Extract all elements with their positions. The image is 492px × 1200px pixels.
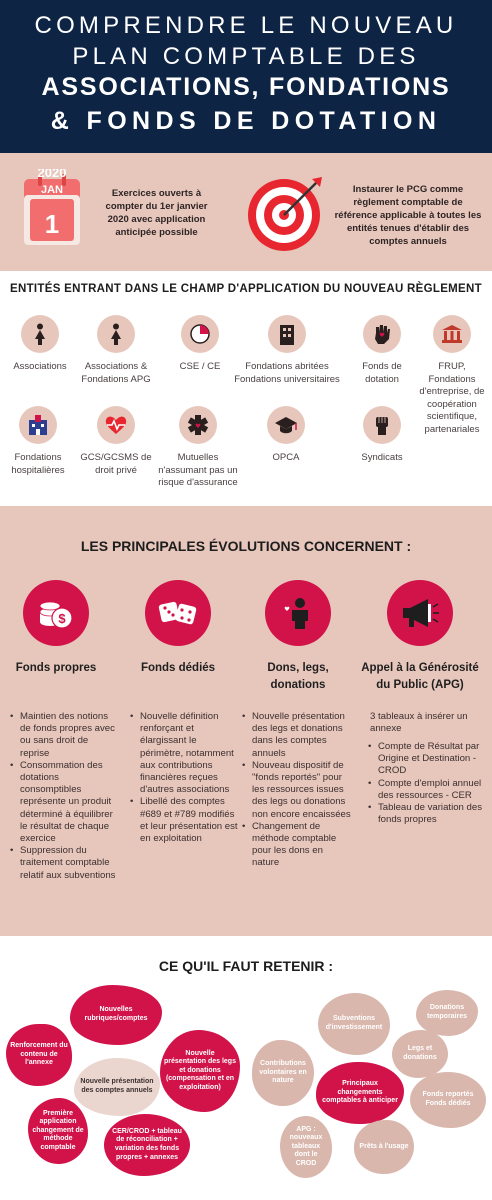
pie-chart-icon (181, 315, 219, 353)
list-item: • Maintien des notions de fonds propres avec ou sans droit de reprise (8, 711, 116, 760)
coins-icon (23, 580, 89, 646)
bubble-comptes-annuels: Nouvelle présentation des comptes annuels (74, 1058, 160, 1116)
column-title-fonds-dedies: Fonds dédiés (140, 662, 216, 674)
entity-associations-apg (76, 315, 156, 386)
heartbeat-icon (97, 406, 135, 444)
target-icon (246, 173, 326, 253)
bubble-cer-crod: CER/CROD + tableau de réconciliation + variation des fonds propres + annexes (104, 1114, 190, 1176)
donor-icon (265, 580, 331, 646)
title-line-1: COMPRENDRE LE NOUVEAU (34, 12, 458, 39)
entity-mutuelles (154, 406, 242, 490)
column-title-fonds-propres: Fonds propres (15, 662, 97, 674)
title-line-4: & FONDS DE DOTATION (50, 107, 442, 135)
bubble-fonds-reportes: Fonds reportés Fonds dédiés (410, 1072, 486, 1128)
bubble-legs-donations: Nouvelle présentation des legs et donations (compensation et en exploitation) (160, 1030, 240, 1112)
heart-hand-icon (363, 315, 401, 353)
bubble-donations-temporaires: Donations temporaires (416, 990, 478, 1036)
list-item: • Nouveau dispositif de "fonds reportés" pour les ressources issues des legs ou donations non encore encaissées (240, 760, 352, 821)
list-item: • Nouvelle définition renforçant et élargissant le périmètre, notamment aux contributions financières reçues d'autres associations (128, 711, 240, 796)
entity-label: Associations (13, 361, 67, 372)
title-line-3: ASSOCIATIONS, FONDATIONS (41, 73, 451, 101)
calendar-year: 2020 (37, 169, 67, 180)
entity-label: Fondations hospitalières (11, 452, 65, 476)
apg-list (366, 741, 484, 826)
list-item: • Libellé des comptes #689 et #789 modifiés et leur présentation est en exploitation (128, 796, 240, 845)
bubble-premiere-application: Première application changement de méthode comptable (28, 1098, 88, 1164)
entity-cse (164, 315, 236, 374)
entities-title: ENTITÉS ENTRANT DANS LE CHAMP D'APPLICATION DU NOUVEAU RÈGLEMENT (10, 283, 482, 295)
bubble-legs-donations-right: Legs et donations (392, 1030, 448, 1078)
hospital-icon (19, 406, 57, 444)
bubble-principaux-changements: Principaux changements comptables à anticiper (316, 1062, 404, 1124)
woman-icon (21, 315, 59, 353)
entity-label: Associations & Fondations APG (81, 361, 151, 385)
list-item: • Consommation des dotations consomptibles représente un produit déterminé à équilibrer le résultat de chaque exercice (8, 760, 116, 845)
list-item: • Nouvelle présentation des legs et donations dans les comptes annuels (240, 711, 352, 760)
megaphone-icon (387, 580, 453, 646)
entity-opca (250, 406, 322, 465)
list-item: • Compte d'emploi annuel des ressources - CER (366, 778, 484, 802)
bubble-nouvelles-rubriques: Nouvelles rubriques/comptes (70, 985, 162, 1045)
fonds-propres-list (8, 711, 116, 882)
bubble-contributions-volontaires: Contributions volontaires en nature (252, 1040, 314, 1106)
entity-gcs (78, 406, 154, 477)
bubble-apg-tableaux: APG : nouveaux tableaux dont le CROD (280, 1116, 332, 1178)
fonds-dedies-list (128, 711, 240, 845)
list-item: • Compte de Résultat par Origine et Destination - CROD (366, 741, 484, 778)
entity-label: Fonds de dotation (362, 361, 402, 385)
entity-syndicats (346, 406, 418, 465)
entity-fonds-dotation (350, 315, 414, 386)
dice-icon (145, 580, 211, 646)
pcg-goal-text: Instaurer le PCG comme règlement comptable de référence applicable à toutes les entités tenues d'établir des comptes annuels (334, 184, 482, 247)
entity-label: CSE / CE (179, 361, 221, 372)
column-title-dons-legs: Dons, legs, donations (267, 662, 329, 691)
column-title-apg: Appel à la Générosité du Public (APG) (361, 662, 479, 691)
entity-label: FRUP, Fondations d'entreprise, de coopération scientifique, partenariales (419, 361, 485, 435)
entity-fondations-abritees (228, 315, 346, 386)
bubble-subventions: Subventions d'investissement (318, 993, 390, 1055)
institution-icon (433, 315, 471, 353)
evolutions-title: LES PRINCIPALES ÉVOLUTIONS CONCERNENT : (80, 538, 412, 554)
intro-band (0, 153, 492, 271)
building-icon (268, 315, 306, 353)
dons-legs-list (240, 711, 352, 870)
bubble-prets-usage: Prêts à l'usage (354, 1120, 414, 1174)
woman-icon (97, 315, 135, 353)
entity-label: Syndicats (361, 452, 403, 463)
bubble-renforcement-annexe: Renforcement du contenu de l'annexe (6, 1024, 72, 1086)
medical-star-icon (179, 406, 217, 444)
calendar-day: 1 (44, 209, 60, 239)
list-item: • Suppression du traitement comptable relatif aux subventions (8, 845, 116, 882)
title-line-2: PLAN COMPTABLE DES (72, 43, 420, 70)
fist-icon (363, 406, 401, 444)
start-date-text: Exercices ouverts à compter du 1er janvier 2020 avec application anticipée possible (105, 188, 208, 238)
entity-associations (4, 315, 76, 374)
svg-text:$: $ (58, 611, 66, 626)
graduation-cap-icon (267, 406, 305, 444)
entity-label: Mutuelles n'assumant pas un risque d'assurance (158, 452, 238, 488)
entity-label: Fondations abritées Fondations universitaires (234, 361, 340, 385)
list-item: • Tableau de variation des fonds propres (366, 802, 484, 826)
entity-label: GCS/GCSMS de droit privé (80, 452, 152, 476)
calendar-icon (22, 169, 82, 247)
list-item: • Changement de méthode comptable pour les dons en nature (240, 821, 352, 870)
entity-fondations-hospitalieres (2, 406, 74, 477)
apg-intro: 3 tableaux à insérer un annexe (370, 711, 468, 735)
entity-label: OPCA (272, 452, 300, 463)
retenir-title: CE QU'IL FAUT RETENIR : (158, 958, 334, 974)
header-banner (0, 0, 492, 153)
calendar-month: JAN (40, 184, 64, 196)
entity-frup (414, 315, 490, 436)
